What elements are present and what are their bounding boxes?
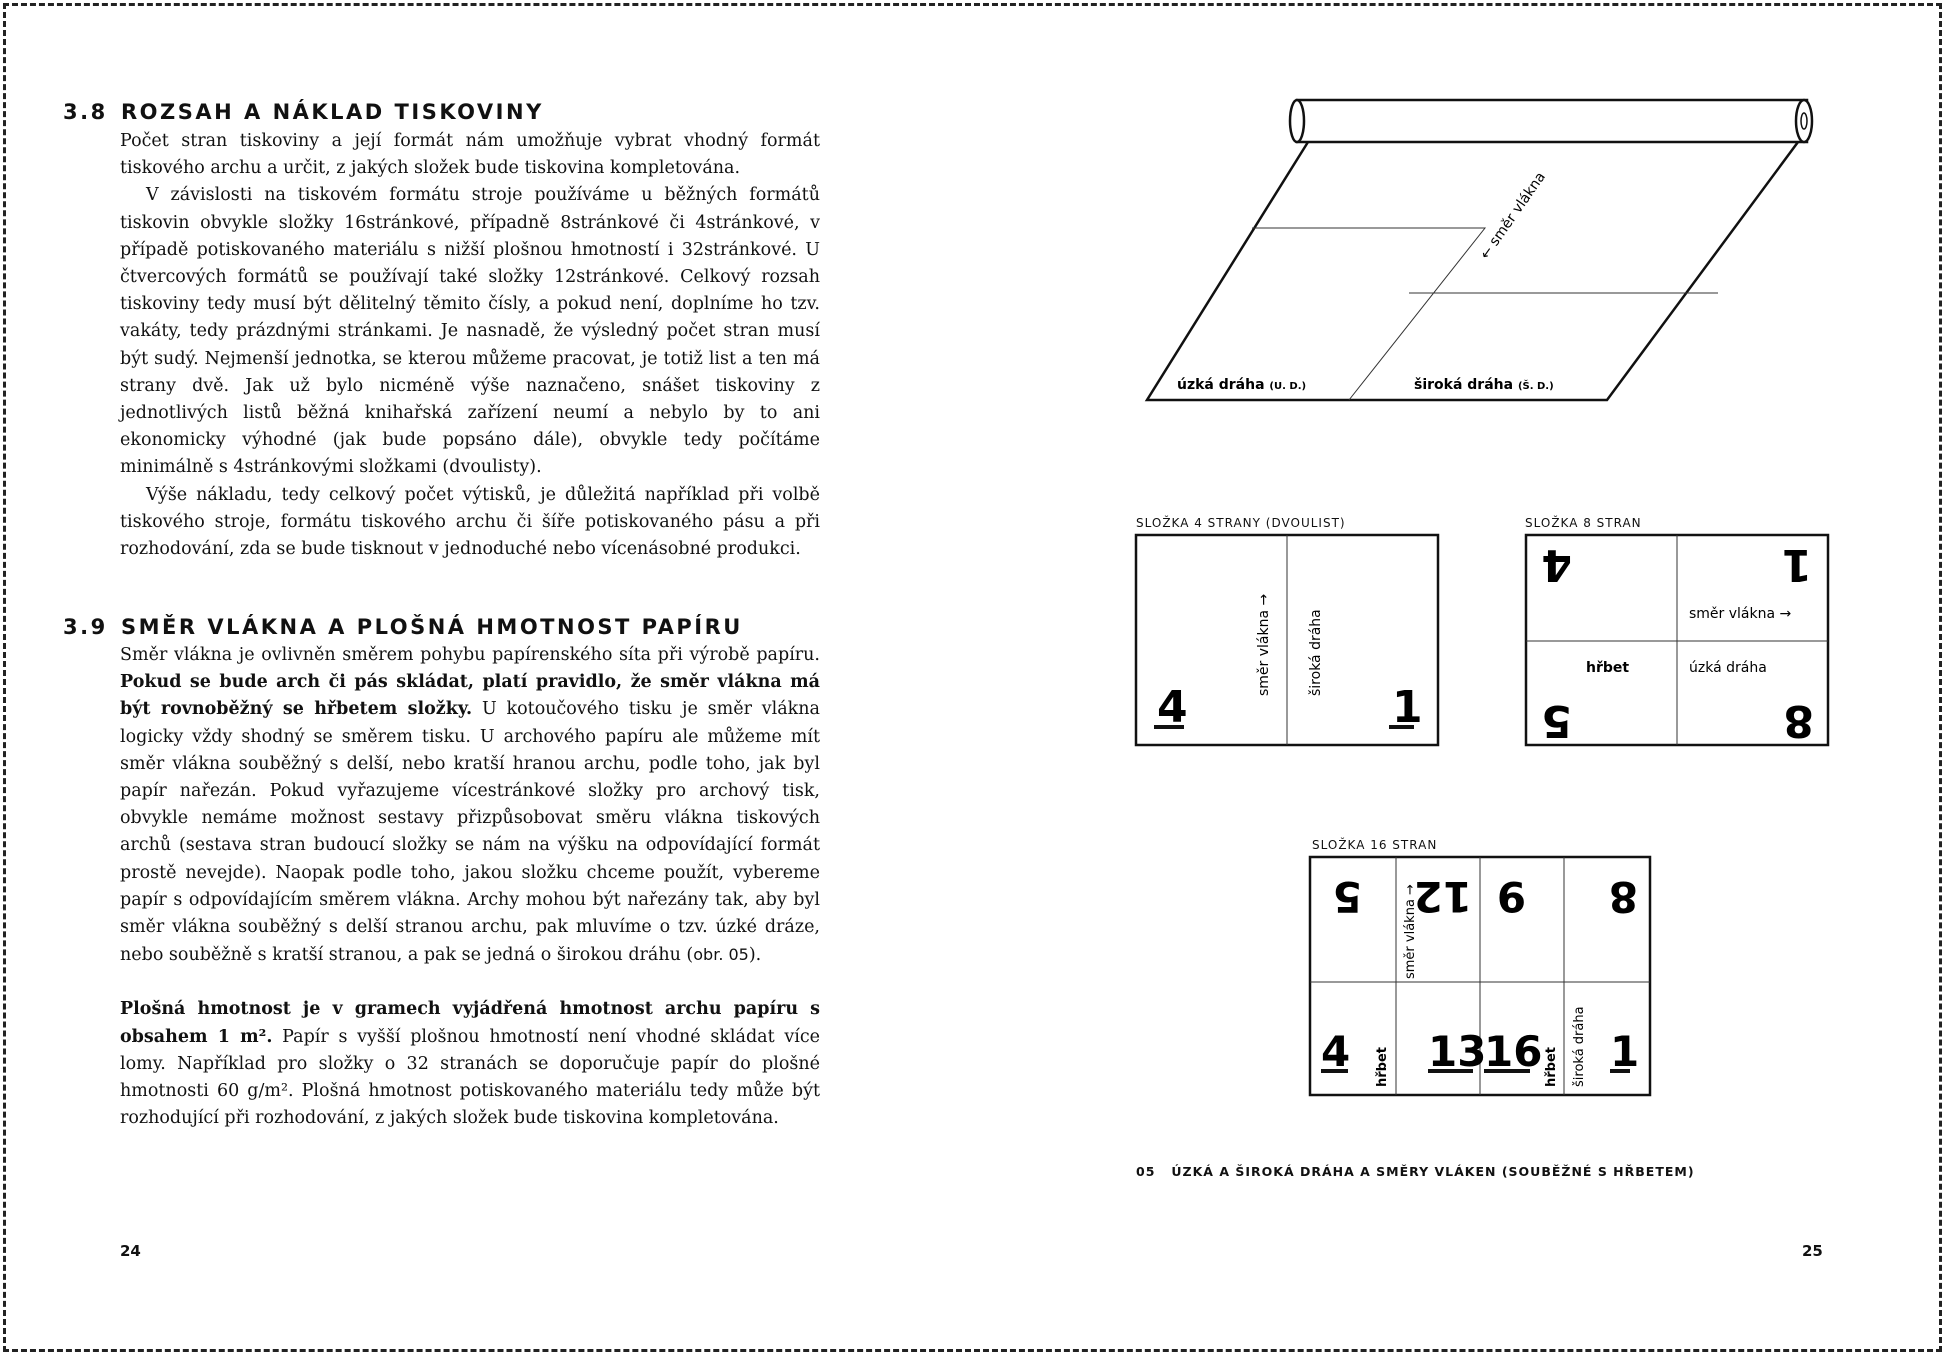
paragraph: Počet stran tiskoviny a její formát nám umožňuje vybrat vhodný formát tiskového archu a určit, z jakých složek bude tiskovina kompletována. (120, 131, 820, 179)
section-title: SMĚR VLÁKNA A PLOŠNÁ HMOTNOST PAPÍRU (121, 615, 743, 639)
fold4-diagram (1134, 532, 1440, 748)
caption-number: 05 (1136, 1164, 1156, 1179)
section-3-8-body (120, 128, 820, 563)
spine-label: hřbet (1375, 1046, 1390, 1087)
section-heading-3-9 (63, 615, 743, 639)
figure-caption (1136, 1164, 1695, 1179)
page-number-12: 12 (1413, 872, 1472, 921)
page-number-9: 9 (1496, 872, 1526, 921)
roll-cylinder (1297, 100, 1807, 142)
text-run: Papír s vyšší plošnou hmotností není vhodné skládat více lomy. Například pro složky o 32 stranách se doporučuje papír do plošné hmotnosti 60 g/m². Plošná hmotnost potiskovaného materiálu tedy může být rozhodující při rozhodování, z jakých složek bude tiskovina kompletována. (120, 1026, 820, 1129)
fold16-title: SLOŽKA 16 STRAN (1312, 838, 1438, 852)
text-run: ). (748, 945, 762, 966)
paper-roll-diagram (1140, 90, 1820, 410)
page-number-4: 4 (1157, 682, 1188, 733)
wide-web-label: široká dráha (Š. D.) (1414, 377, 1554, 393)
grain-label: směr vlákna → (1689, 606, 1792, 622)
section-3-9-body (120, 642, 820, 1132)
spine-label: hřbet (1544, 1046, 1559, 1087)
page-number-5: 5 (1541, 695, 1572, 746)
page-number-13: 13 (1428, 1027, 1487, 1076)
grain-label: směr vlákna → (1256, 593, 1272, 696)
roll-right-end (1796, 100, 1812, 142)
page-number-5: 5 (1332, 872, 1362, 921)
page-number-1: 1 (1610, 1027, 1640, 1076)
text-run: Směr vlákna je ovlivněn směrem pohybu papírenského síta při výrobě papíru. (120, 645, 820, 665)
page-number-right: 25 (1802, 1242, 1823, 1260)
fold4-title: SLOŽKA 4 STRANY (DVOULIST) (1136, 516, 1346, 530)
fold8-title: SLOŽKA 8 STRAN (1525, 516, 1642, 530)
narrow-web-label: úzká dráha (U. D.) (1177, 377, 1307, 393)
spine-label: hřbet (1586, 660, 1630, 676)
grain-direction-label: ← směr vlákna (1477, 169, 1549, 263)
page-number-4: 4 (1541, 539, 1572, 590)
caption-text: ÚZKÁ A ŠIROKÁ DRÁHA A SMĚRY VLÁKEN (SOUBĚŽNÉ S HŘBETEM) (1171, 1164, 1695, 1179)
paragraph: Výše nákladu, tedy celkový počet výtisků, je důležitá například při volbě tiskového stroje, formátu tiskového archu či šíře potiskovaného pásu a při rozhodování, zda se bude tisknout v jednoduché nebo vícenásobné produkci. (120, 484, 820, 560)
page-number-8: 8 (1608, 872, 1638, 921)
paragraph (120, 996, 820, 1132)
section-title: ROZSAH A NÁKLAD TISKOVINY (121, 100, 544, 124)
page-number-1: 1 (1781, 539, 1812, 590)
fold16-diagram (1308, 854, 1654, 1098)
section-heading-3-8 (63, 100, 544, 124)
narrow-web-sheet-outline (1252, 228, 1485, 400)
paragraph (120, 642, 820, 969)
page-number-16: 16 (1484, 1027, 1543, 1076)
text-run: U kotoučového tisku je směr vlákna logicky vždy shodný se směrem tisku. U archového papíru ale můžeme mít směr vlákna souběžný s delší, nebo kratší hranou archu, podle toho, jak byl papír nařezán. Pokud vyřazujeme vícestránkové složky pro archový tisk, obvykle nemáme možnost sestavy přizpůsobovat směru vlákna tiskových archů (sestava stran budoucí složky se nám na výšku na odpovídající formát prostě nevejde). Naopak podle toho, jakou složku chceme použít, vybereme papír s odpovídajícím směrem vlákna. Archy mohou být nařezány tak, aby byl směr vlákna souběžný s delší stranou archu, pak mluvíme o tzv. úzké dráze, nebo souběžně s kratší stranou, a pak se jedná o širokou dráhu ( (120, 699, 820, 966)
figure-reference-link[interactable]: obr. 05 (693, 945, 749, 965)
web-label: široká dráha (1572, 1006, 1587, 1087)
bold-rule: Pokud se bude arch či pás skládat, platí pravidlo, že směr vlákna má být rovnoběžný se hřbetem složky. (120, 672, 820, 720)
section-number: 3.8 (63, 100, 108, 124)
page-number-left: 24 (120, 1242, 141, 1260)
page-number-1: 1 (1392, 682, 1423, 733)
grain-label: směr vlákna → (1403, 884, 1418, 979)
page-number-8: 8 (1783, 695, 1814, 746)
fold8-diagram (1524, 532, 1830, 748)
section-number: 3.9 (63, 615, 108, 639)
web-label: široká dráha (1308, 609, 1324, 696)
unrolled-web (1147, 142, 1798, 400)
roll-left-end (1290, 100, 1304, 142)
paragraph: V závislosti na tiskovém formátu stroje používáme u běžných formátů tiskovin obvykle složky 16stránkové, případně 8stránkové či 4stránkové, v případě potiskovaného materiálu s nižší plošnou hmotností i 32stránkové. U čtvercových formátů se používají také složky 12stránkové. Celkový rozsah tiskoviny tedy musí být dělitelný těmito čísly, a pokud není, doplníme ho tzv. vakáty, tedy prázdnými stránkami. Je nasnadě, že výsledný počet stran musí být sudý. Nejmenší jednotka, se kterou můžeme pracovat, je totiž list a ten má strany dvě. Jak už bylo nicméně výše naznačeno, snášet tiskoviny z jednotlivých listů běžná knihařská zařízení neumí a nebylo by to ani ekonomicky výhodné (jak bude popsáno dále), obvykle tedy počítáme minimálně s 4stránkovými složkami (dvoulisty). (120, 185, 820, 478)
page-number-4: 4 (1321, 1027, 1351, 1076)
web-label: úzká dráha (1689, 660, 1767, 676)
bold-definition: Plošná hmotnost je v gramech vyjádřená hmotnost archu papíru s obsahem 1 m². (120, 999, 820, 1047)
